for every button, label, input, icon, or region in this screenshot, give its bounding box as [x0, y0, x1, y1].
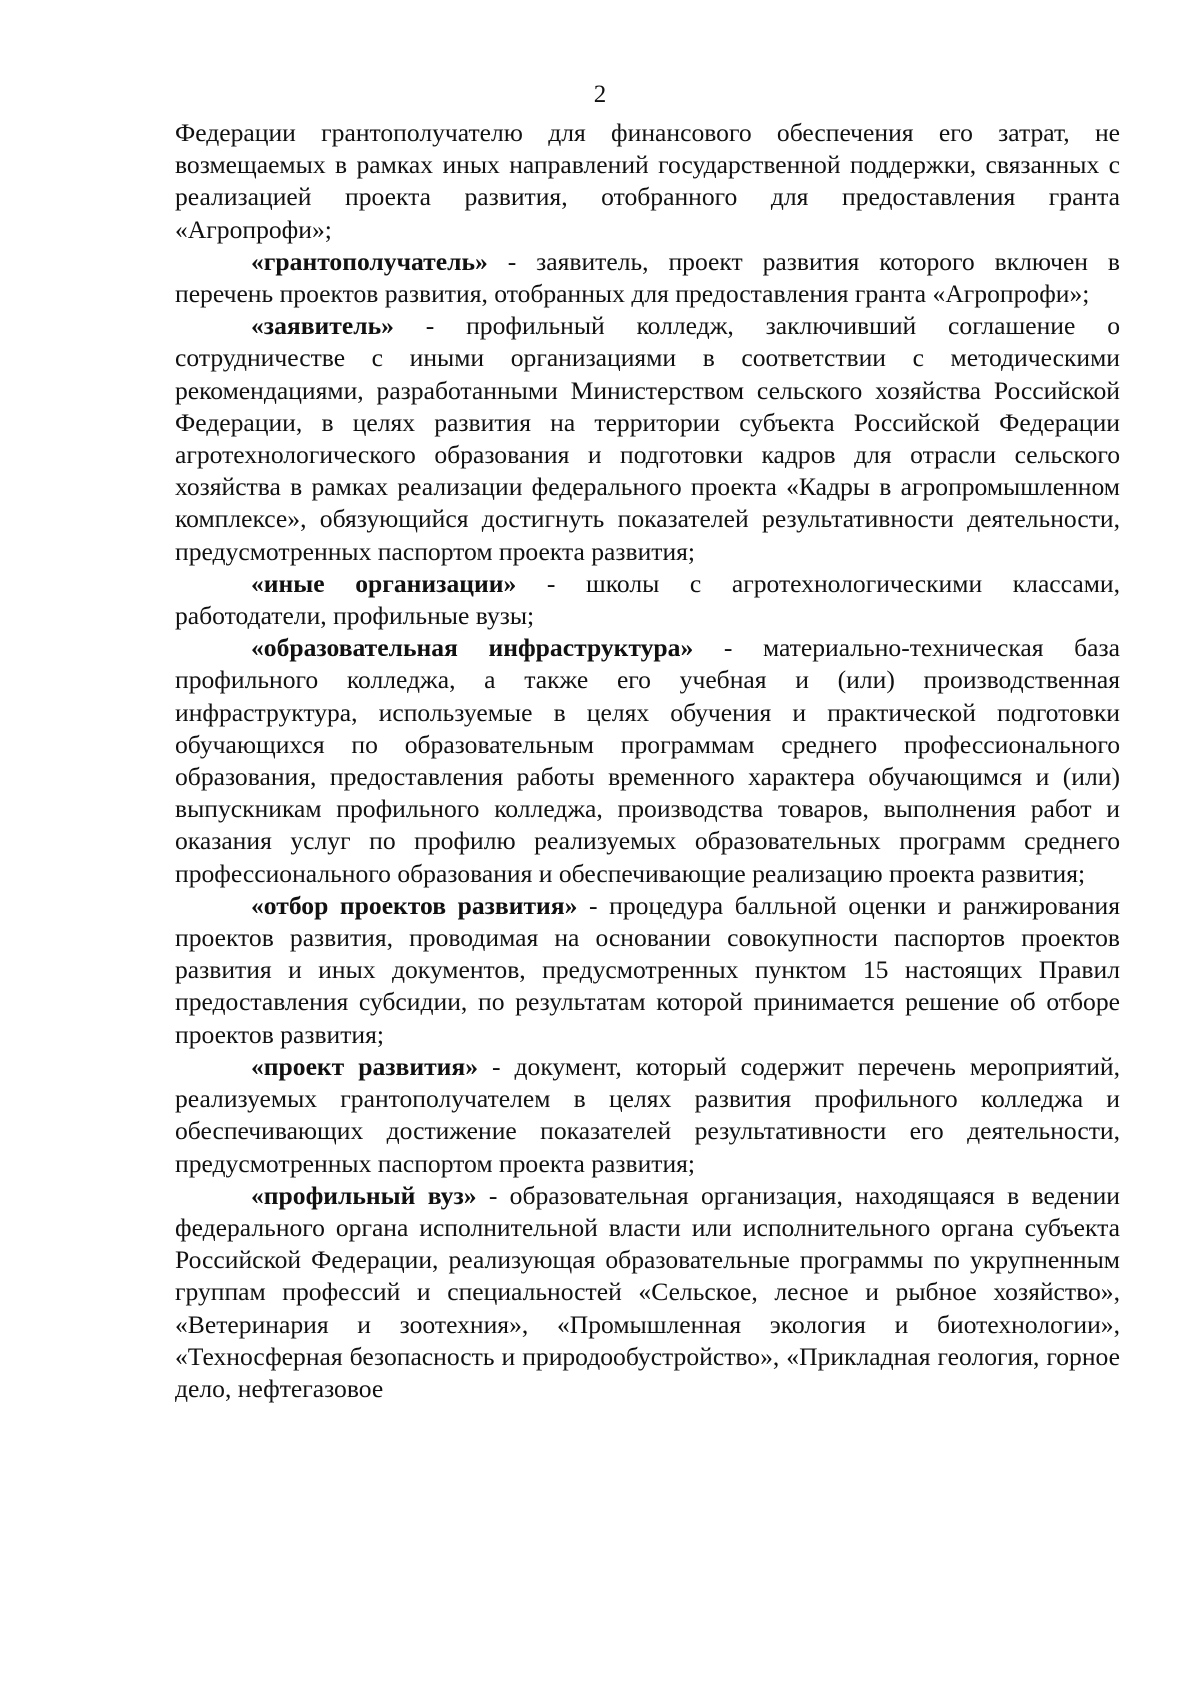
definition-applicant [175, 310, 1120, 568]
term: «заявитель» [251, 311, 394, 341]
definition-educational-infrastructure [175, 632, 1120, 890]
definition-development-project [175, 1051, 1120, 1180]
paragraph-continuation [175, 117, 1120, 246]
term: «профильный вуз» [251, 1180, 477, 1210]
page-number: 2 [593, 81, 607, 108]
definition-profile-university [175, 1180, 1120, 1405]
document-body [175, 117, 1120, 1405]
term: «отбор проектов развития» [251, 890, 578, 920]
term: «иные организации» [251, 568, 517, 598]
term: «проект развития» [251, 1051, 479, 1081]
term: «грантополучатель» [251, 246, 488, 276]
definition-text: - материально-техническая база профильного колледжа, а также его учебная и (или) производственная инфраструктура, используемые в целях обучения и практической подготовки обучающихся по образовательным программам среднего профессионального образования, предоставления работы временного характера обучающимся и (или) выпускникам профильного колледжа, производства товаров, выполнения работ и оказания услуг по профилю реализуемых образовательных программ среднего профессионального образования и обеспечивающие реализацию проекта развития; [175, 633, 1120, 888]
definition-text: - процедура балльной оценки и ранжирования проектов развития, проводимая на основании совокупности паспортов проектов развития и иных документов, предусмотренных пунктом 15 настоящих Правил предоставления субсидии, по результатам которой принимается решение об отборе проектов развития; [175, 890, 1121, 1049]
definition-project-selection [175, 890, 1120, 1051]
definition-text: - школы с агротехнологическими классами, работодатели, профильные вузы; [175, 568, 1120, 631]
term: «образовательная инфраструктура» [251, 633, 694, 663]
definition-text: - документ, который содержит перечень мероприятий, реализуемых грантополучателем в целях развития профильного колледжа и обеспечивающих достижение показателей результативности его деятельности, предусмотренных паспортом проекта развития; [175, 1051, 1121, 1178]
definition-text: - профильный колледж, заключивший соглашение о сотрудничестве с иными организациями в соответствии с методическими рекомендациями, разработанными Министерством сельского хозяйства Российской Федерации, в целях развития на территории субъекта Российской Федерации агротехнологического образования и подготовки кадров для отрасли сельского хозяйства в рамках реализации федерального проекта «Кадры в агропромышленном комплексе», обязующийся достигнуть показателей результативности деятельности, предусмотренных паспортом проекта развития; [175, 311, 1120, 566]
definition-text: Федерации грантополучателю для финансового обеспечения его затрат, не возмещаемых в рамках иных направлений государственной поддержки, связанных с реализацией проекта развития, отобранного для предоставления гранта «Агропрофи»; [175, 118, 1120, 244]
definition-other-organizations [175, 568, 1120, 632]
definition-text: - заявитель, проект развития которого включен в перечень проектов развития, отобранных для предоставления гранта «Агропрофи»; [175, 246, 1120, 309]
definition-text: - образовательная организация, находящаяся в ведении федерального органа исполнительной власти или исполнительного органа субъекта Российской Федерации, реализующая образовательные программы по укрупненным группам профессий и специальностей «Сельское, лесное и рыбное хозяйство», «Ветеринария и зоотехния», «Промышленная экология и биотехнологии», «Техносферная безопасность и природообустройство», «Прикладная геология, горное дело, нефтегазовое [175, 1180, 1120, 1403]
definition-grantee [175, 246, 1120, 310]
